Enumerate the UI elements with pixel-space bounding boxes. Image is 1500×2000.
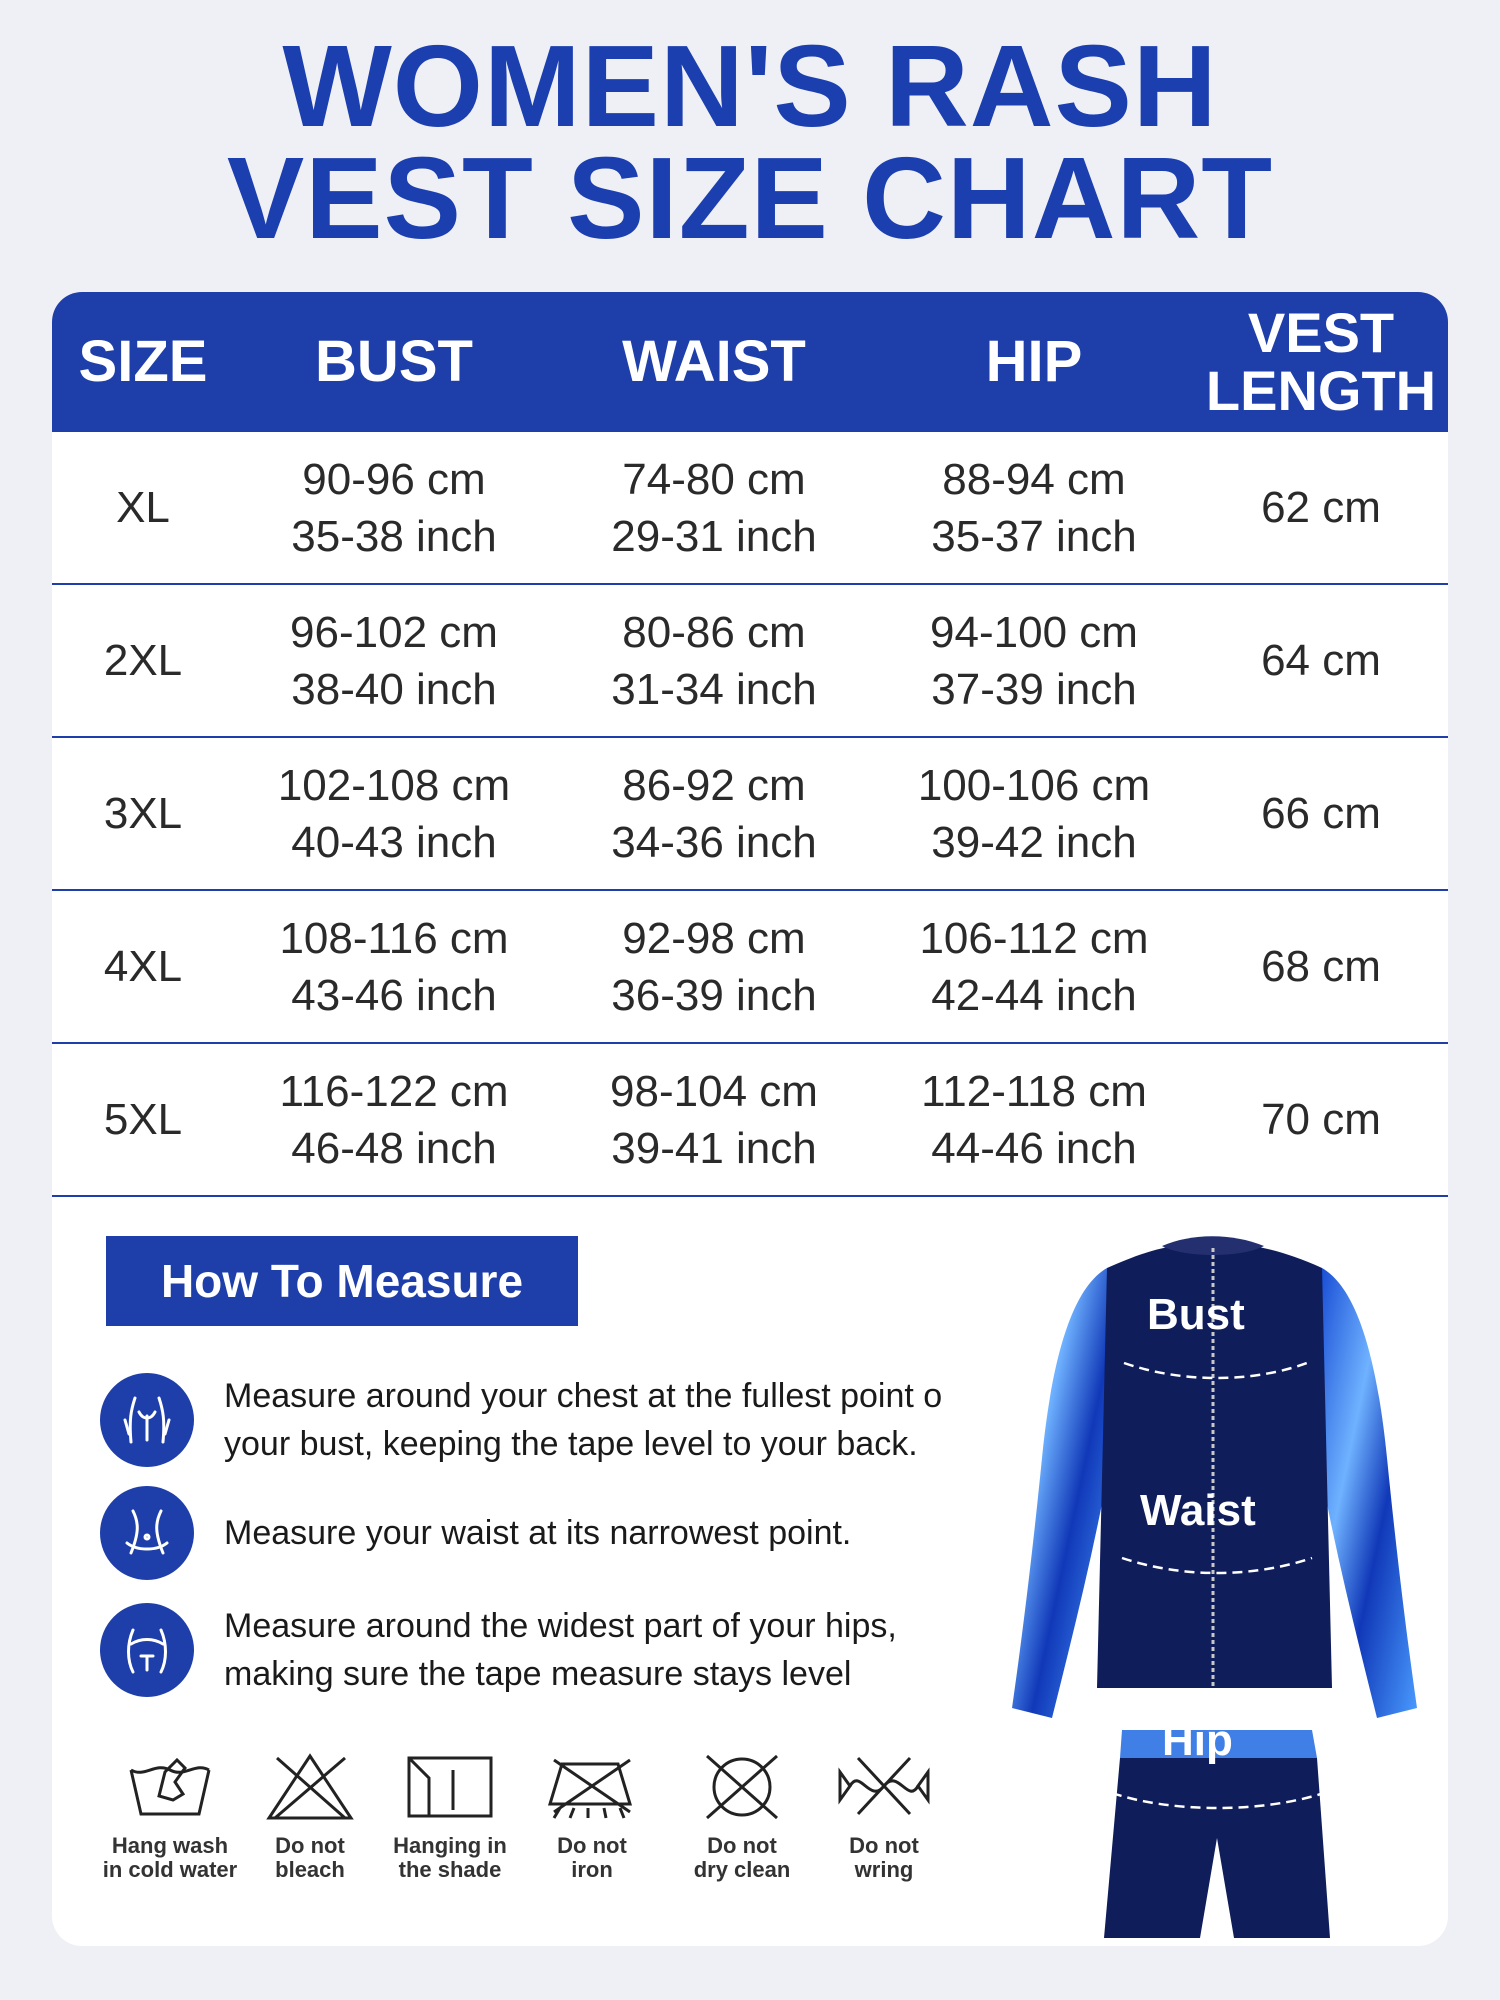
measure-tip-chest (100, 1372, 1004, 1468)
bust-inch: 38-40 inch (291, 664, 497, 714)
no-wring-icon (836, 1752, 932, 1822)
waist-cm: 98-104 cm (610, 1066, 818, 1116)
bust-cm: 102-108 cm (277, 760, 511, 810)
measure-tip-hip (100, 1602, 1004, 1698)
hand-wash-icon (125, 1752, 215, 1822)
care-hang-wash (100, 1752, 240, 1882)
cell-waist (554, 1044, 874, 1195)
bust-inch: 35-38 inch (291, 511, 497, 561)
hip-icon (100, 1603, 194, 1697)
cell-size: XL (116, 483, 170, 532)
cell-length: 68 cm (1261, 942, 1381, 991)
hip-inch: 42-44 inch (931, 970, 1137, 1020)
care-label: Do not wring (849, 1833, 919, 1882)
measure-tip-waist (100, 1486, 1004, 1580)
care-no-dry-clean (672, 1752, 812, 1882)
hip-cm: 106-112 cm (919, 913, 1149, 963)
cell-waist (554, 891, 874, 1042)
hip-inch: 44-46 inch (931, 1123, 1137, 1173)
care-no-wring (814, 1752, 954, 1882)
waist-cm: 92-98 cm (622, 913, 806, 963)
table-row (52, 585, 1448, 738)
header-waist: WAIST (622, 329, 806, 394)
cell-length: 64 cm (1261, 636, 1381, 685)
hip-cm: 94-100 cm (930, 607, 1138, 657)
hip-cm: 88-94 cm (942, 454, 1126, 504)
page-title (0, 21, 1500, 263)
waist-cm: 74-80 cm (622, 454, 806, 504)
care-label: Do not iron (557, 1833, 627, 1882)
waist-inch: 39-41 inch (611, 1123, 817, 1173)
hip-inch: 35-37 inch (931, 511, 1137, 561)
cell-bust (234, 891, 554, 1042)
header-hip: HIP (985, 329, 1083, 394)
how-to-measure-heading: How To Measure (106, 1236, 578, 1326)
bust-cm: 90-96 cm (302, 454, 486, 504)
table-row (52, 432, 1448, 585)
waist-cm: 86-92 cm (622, 760, 806, 810)
care-label: Hanging in the shade (393, 1833, 507, 1882)
cell-size: 3XL (103, 789, 183, 838)
bust-label: Bust (1147, 1290, 1245, 1339)
cell-size: 4XL (103, 942, 183, 991)
hip-inch: 37-39 inch (931, 664, 1137, 714)
cell-waist (554, 432, 874, 583)
care-no-iron (522, 1752, 662, 1882)
care-no-bleach (240, 1752, 380, 1882)
cell-length: 70 cm (1261, 1095, 1381, 1144)
table-header (52, 292, 1448, 432)
table-row (52, 891, 1448, 1044)
measure-tip-text: Measure around the widest part of your hips, making sure the tape measure stays level (224, 1607, 897, 1693)
garment-illustration (1012, 1218, 1442, 1938)
care-label: Do not dry clean (693, 1833, 791, 1882)
cell-hip (874, 585, 1194, 736)
cell-bust (234, 432, 554, 583)
cell-hip (874, 738, 1194, 889)
cell-hip (874, 1044, 1194, 1195)
waist-inch: 31-34 inch (611, 664, 817, 714)
bust-cm: 116-122 cm (279, 1066, 509, 1116)
waist-inch: 34-36 inch (611, 817, 817, 867)
cell-length: 62 cm (1261, 483, 1381, 532)
measure-tip-text: Measure around your chest at the fullest point o your bust, keeping the tape level to your back. (224, 1377, 943, 1463)
header-bust: BUST (315, 329, 473, 394)
cell-size: 5XL (103, 1095, 183, 1144)
hip-label: Hip (1162, 1716, 1233, 1765)
care-dry-in-shade (380, 1752, 520, 1882)
chest-icon (100, 1373, 194, 1467)
size-chart-card (52, 292, 1448, 1946)
cell-hip (874, 432, 1194, 583)
hip-cm: 112-118 cm (921, 1066, 1147, 1116)
hip-cm: 100-106 cm (917, 760, 1151, 810)
measure-tip-text: Measure your waist at its narrowest point. (224, 1514, 852, 1552)
cell-hip (874, 891, 1194, 1042)
bust-cm: 96-102 cm (290, 607, 498, 657)
waist-inch: 29-31 inch (611, 511, 817, 561)
waist-label: Waist (1140, 1486, 1256, 1535)
bust-inch: 46-48 inch (291, 1123, 497, 1173)
waist-icon (100, 1486, 194, 1580)
header-size: SIZE (78, 329, 208, 394)
no-dry-clean-icon (697, 1752, 787, 1822)
cell-size: 2XL (103, 636, 183, 685)
waist-inch: 36-39 inch (611, 970, 817, 1020)
no-iron-icon (544, 1752, 640, 1822)
bust-inch: 43-46 inch (291, 970, 497, 1020)
header-vest-length: VEST LENGTH (1205, 301, 1437, 422)
waist-cm: 80-86 cm (622, 607, 806, 657)
table-row (52, 1044, 1448, 1197)
bust-inch: 40-43 inch (291, 817, 497, 867)
cell-bust (234, 585, 554, 736)
cell-bust (234, 738, 554, 889)
no-bleach-icon (265, 1752, 355, 1822)
cell-length: 66 cm (1261, 789, 1381, 838)
care-label: Do not bleach (275, 1833, 345, 1882)
bust-cm: 108-116 cm (279, 913, 509, 963)
cell-bust (234, 1044, 554, 1195)
cell-waist (554, 738, 874, 889)
title-line-2: VEST SIZE CHART (226, 133, 1274, 263)
title-line-1: WOMEN'S RASH (282, 21, 1218, 151)
hip-inch: 39-42 inch (931, 817, 1137, 867)
table-row (52, 738, 1448, 891)
dry-in-shade-icon (405, 1752, 495, 1822)
cell-waist (554, 585, 874, 736)
care-label: Hang wash in cold water (102, 1833, 238, 1882)
